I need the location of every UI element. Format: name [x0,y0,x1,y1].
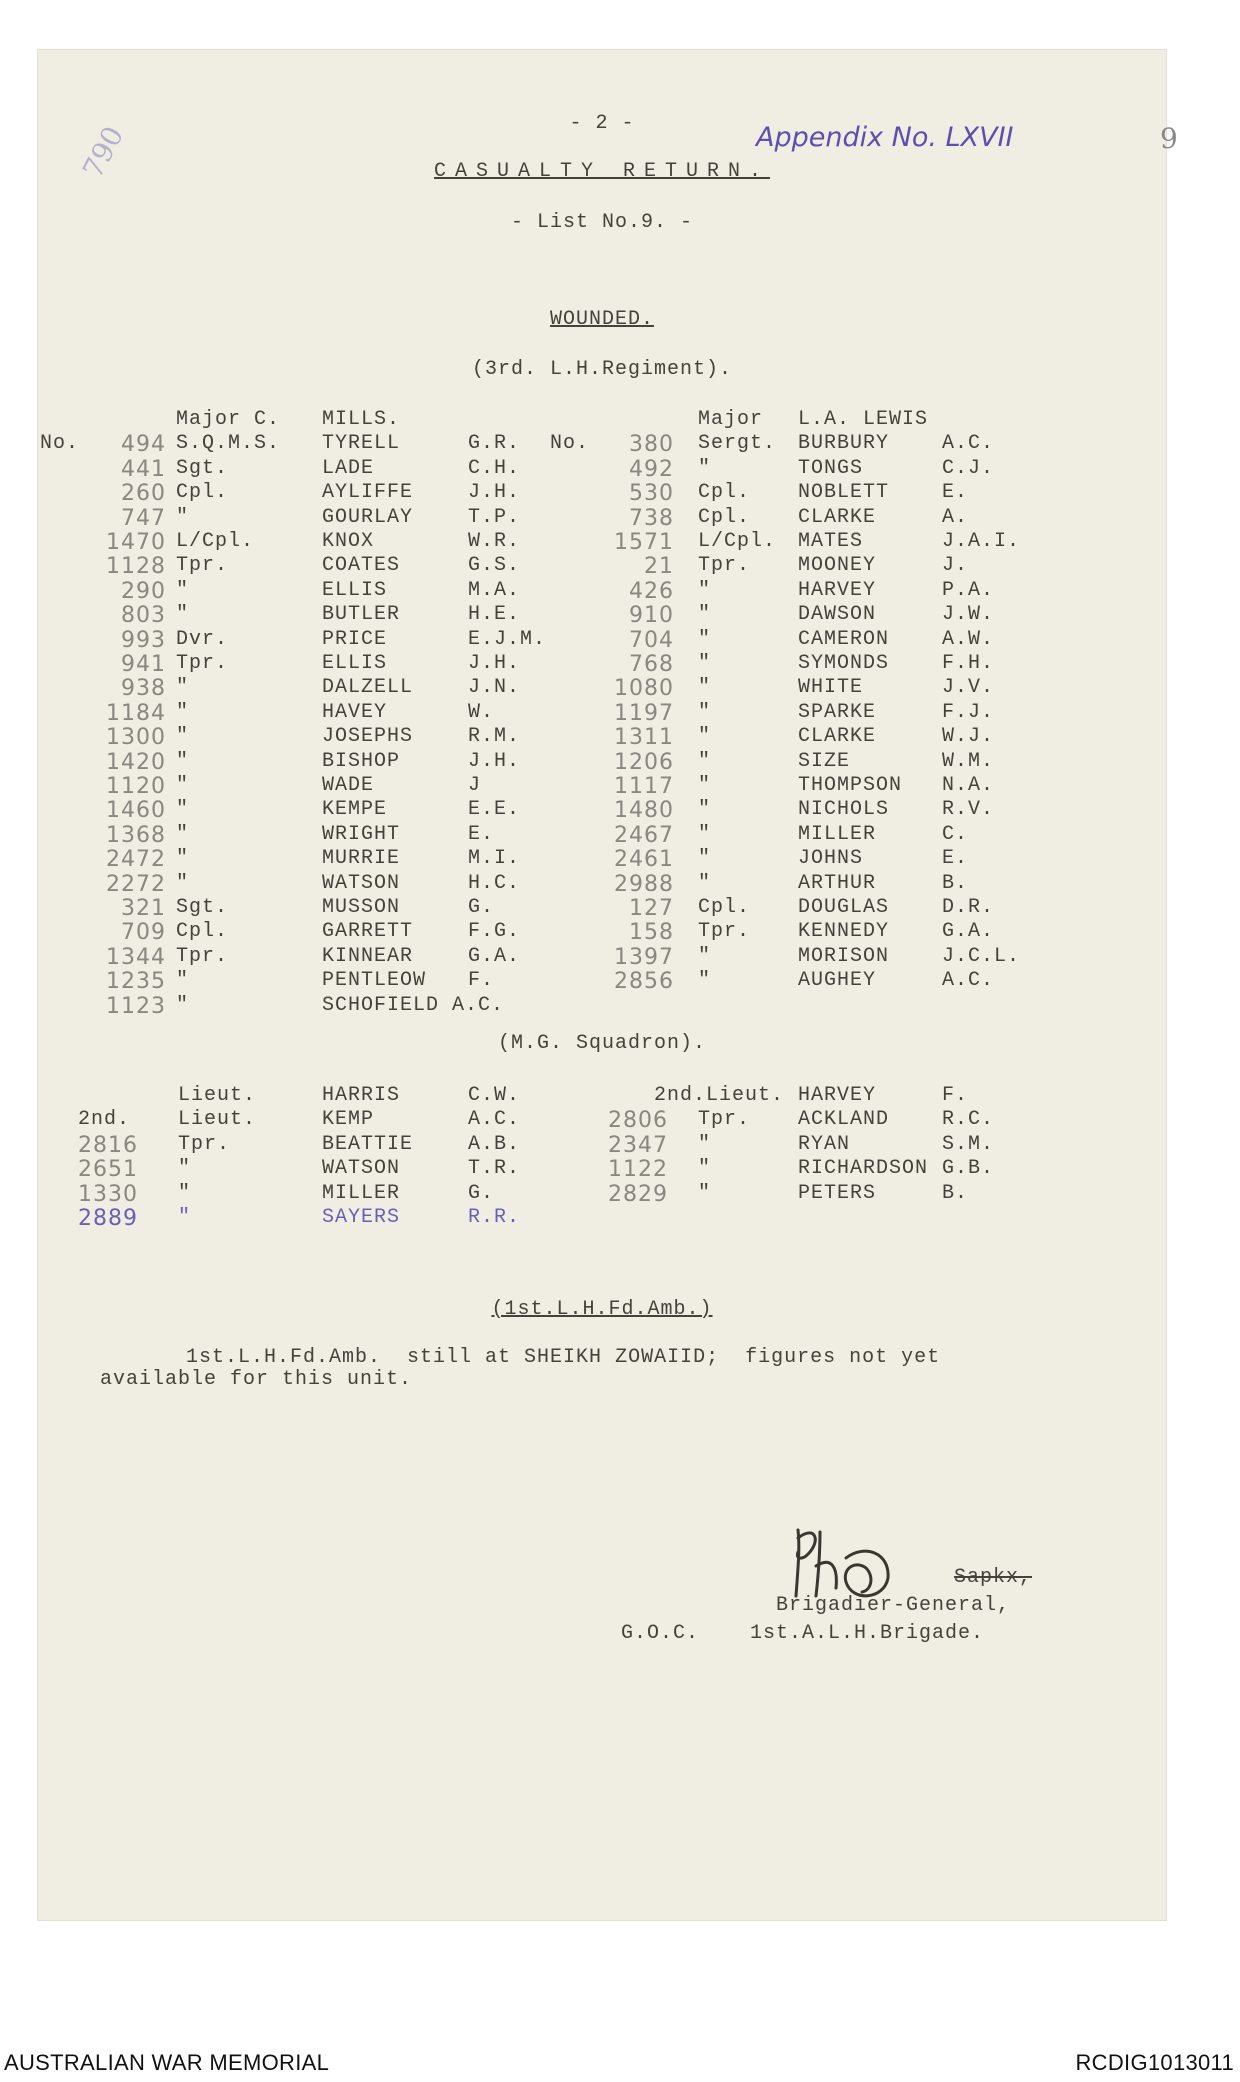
initials: F. [942,1084,969,1107]
surname: WADE [322,774,375,797]
initials: A.C. [468,1108,521,1132]
initials: M.I. [468,847,521,871]
surname: MILLER [798,822,877,846]
service-number: 1080 [614,676,674,702]
roster-row [38,750,1166,774]
roster-row [38,1084,1166,1108]
initials: J.H. [468,749,521,773]
surname: WHITE [798,676,864,700]
initials: S.M. [942,1132,995,1156]
surname: ELLIS [322,652,388,675]
service-number: 1128 [106,554,166,580]
roster-row [38,1133,1166,1157]
service-number: 260 [121,481,166,507]
rank: Sgt. [176,896,229,919]
service-number: 1235 [106,969,166,995]
service-number: 1117 [614,774,674,799]
service-number: 1206 [614,749,674,775]
roster-row [38,481,1166,505]
mg-squadron-heading: (M.G. Squadron). [497,1032,707,1055]
service-number: 2988 [614,871,674,897]
surname: RYAN [798,1132,851,1156]
service-number: 2856 [614,969,674,995]
number-label: No. [550,432,590,456]
service-number: 2651 [78,1157,138,1183]
initials: F.H. [942,652,995,675]
initials: G.R. [468,432,521,456]
surname: BISHOP [322,749,401,773]
surname: CLARKE [798,725,877,749]
initials: D.R. [942,896,995,919]
surname: HAVEY [322,700,388,724]
service-number: 2806 [608,1108,668,1134]
surname: CAMERON [798,627,890,651]
rank: " [698,749,712,773]
roster-row [38,1182,1166,1206]
number-label: No. [40,432,80,456]
initials: G. [468,1181,495,1205]
roster-row [38,994,1166,1018]
rank: " [176,749,190,773]
signature-title: Brigadier-General, [776,1594,1011,1617]
initials: H.C. [468,871,521,895]
service-number: 1120 [106,774,166,799]
roster-row [38,774,1166,798]
rank: " [698,456,712,480]
initials: J.C.L. [942,944,1021,968]
roster-row [38,725,1166,749]
surname: JOHNS [798,847,864,871]
surname: SCHOFIELD A.C. [322,993,505,1017]
folio-number: 9 [1160,122,1178,155]
surname: AUGHEY [798,969,877,993]
surname: AYLIFFE [322,481,414,505]
surname: PENTLEOW [322,969,427,993]
service-number: 492 [629,456,674,482]
initials: T.R. [468,1157,521,1181]
surname: KINNEAR [322,944,414,968]
rank: " [176,822,190,846]
rank: " [176,969,190,993]
surname: KEMPE [322,798,388,822]
surname: NICHOLS [798,798,890,822]
service-number: 2461 [614,847,674,873]
initials: T.P. [468,505,521,529]
rank: " [698,871,712,895]
service-number: 127 [629,896,674,921]
service-number: 938 [121,676,166,702]
rank: " [698,627,712,651]
roster-row [38,432,1166,456]
surname: TYRELL [322,432,401,456]
surname: HARVEY [798,578,877,602]
rank: Tpr. [698,554,751,578]
initials: R.R. [468,1206,521,1229]
initials: C.W. [468,1084,521,1107]
initials: A.B. [468,1132,521,1156]
initials: J.V. [942,676,995,700]
rank: " [698,1132,712,1156]
rank: Cpl. [176,481,229,505]
rank: " [698,798,712,822]
surname: PETERS [798,1181,877,1205]
rank: " [176,725,190,749]
page-number: - 2 - [569,112,635,135]
service-number: 158 [629,920,674,946]
service-number: 2272 [106,871,166,897]
roster-row [38,823,1166,847]
service-number: 993 [121,627,166,653]
surname: MATES [798,530,864,553]
service-number: 1184 [106,700,166,726]
service-number: 941 [121,652,166,677]
surname: SPARKE [798,700,877,724]
roster-row [38,676,1166,700]
service-number: 2347 [608,1132,668,1158]
rank: Dvr. [176,627,229,651]
rank: Cpl. [698,481,751,505]
signature-unit: 1st.A.L.H.Brigade. [750,1622,985,1645]
roster-row [38,945,1166,969]
roster-row [38,652,1166,676]
document-page [38,50,1178,1920]
surname: WRIGHT [322,822,401,846]
signature-struck-name: Sapkx, [954,1566,1033,1589]
initials: F.J. [942,700,995,724]
initials: R.V. [942,798,995,822]
initials: J.W. [942,603,995,627]
rank: " [698,969,712,993]
roster-row [38,701,1166,725]
initials: P.A. [942,578,995,602]
rank: " [176,676,190,700]
roster-row [38,603,1166,627]
initials: C. [942,822,969,846]
initials: C.H. [468,456,521,480]
service-number: 1571 [614,530,674,555]
regiment-heading: (3rd. L.H.Regiment). [471,358,733,381]
rank: " [176,578,190,602]
archive-stamp-number: 790 [76,120,131,184]
roster-row [38,847,1166,871]
surname: KENNEDY [798,920,890,944]
service-number: 380 [629,432,674,458]
service-number: 747 [121,505,166,531]
service-number: 1311 [614,725,674,751]
rank: L/Cpl. [176,530,255,553]
rank: " [178,1181,192,1205]
rank: " [698,1181,712,1205]
surname: SIZE [798,749,851,773]
document-title: CASUALTY RETURN. [433,160,771,183]
signature-goc: G.O.C. [621,1622,700,1645]
initials: J. [942,554,969,578]
rank: " [698,603,712,627]
initials: A.C. [942,969,995,993]
service-number: 1122 [608,1157,668,1183]
surname: TONGS [798,456,864,480]
initials: G.A. [942,920,995,944]
surname: PRICE [322,627,388,651]
rank: Sergt. [698,432,777,456]
surname: DOUGLAS [798,896,890,919]
roster-row [38,798,1166,822]
rank: " [176,603,190,627]
rank: Cpl. [698,505,751,529]
rank: " [698,700,712,724]
initials: F. [468,969,495,993]
surname: ELLIS [322,578,388,602]
surname: ARTHUR [798,871,877,895]
rank: Tpr. [178,1132,231,1156]
initials: R.C. [942,1108,995,1132]
rank: Cpl. [176,920,229,944]
service-number: 1330 [78,1181,138,1207]
rank: S.Q.M.S. [176,432,281,456]
service-number: 290 [121,578,166,604]
initials: E. [468,822,495,846]
officer-name: L.A. LEWIS [798,408,929,431]
rank: " [178,1206,192,1229]
rank: Tpr. [698,1108,751,1132]
appendix-stamp: Appendix No. LXVII [756,122,1014,153]
initials: J.A.I. [942,530,1021,553]
initials: G.S. [468,554,521,578]
surname: KNOX [322,530,375,553]
surname: CLARKE [798,505,877,529]
initials: E.E. [468,798,521,822]
service-number: 1368 [106,822,166,848]
service-number: 1397 [614,944,674,970]
rank: " [176,993,190,1017]
surname: THOMPSON [798,774,903,797]
roster-row [38,408,1166,432]
surname: JOSEPHS [322,725,414,749]
service-number: 530 [629,481,674,507]
surname: ACKLAND [798,1108,890,1132]
roster-row [38,554,1166,578]
roster-row [38,628,1166,652]
surname: HARRIS [322,1084,401,1107]
rank: 2nd.Lieut. [654,1084,785,1107]
rank: " [176,774,190,797]
roster-row [38,969,1166,993]
initials: J [468,774,482,797]
service-number: 709 [121,920,166,946]
service-number: 2889 [78,1206,138,1231]
initials: E.J.M. [468,627,547,651]
initials: W.R. [468,530,521,553]
surname: MUSSON [322,896,401,919]
initials: C.J. [942,456,995,480]
initials: A.C. [942,432,995,456]
service-number: 738 [629,505,674,531]
initials: W.J. [942,725,995,749]
roster-row [38,1157,1166,1181]
initials: A. [942,505,969,529]
roster-row [38,896,1166,920]
initials: E. [942,481,969,505]
rank: " [698,578,712,602]
roster-row [38,530,1166,554]
surname: NOBLETT [798,481,890,505]
roster-row [38,920,1166,944]
rank: L/Cpl. [698,530,777,553]
service-number: 1344 [106,944,166,970]
initials: M.A. [468,578,521,602]
field-ambulance-heading: (1st.L.H.Fd.Amb.) [491,1298,713,1321]
service-number: 1420 [106,749,166,775]
rank: " [698,847,712,871]
initials: G.B. [942,1157,995,1181]
initials: H.E. [468,603,521,627]
initials: N.A. [942,774,995,797]
initials: G.A. [468,944,521,968]
rank: " [698,676,712,700]
surname: LADE [322,456,375,480]
service-number: 2nd. [78,1108,131,1132]
surname: DALZELL [322,676,414,700]
service-number: 2816 [78,1132,138,1158]
officer-name: MILLS. [322,408,401,431]
roster-row [38,1206,1166,1230]
surname: MURRIE [322,847,401,871]
initials: B. [942,871,969,895]
surname: WATSON [322,871,401,895]
roster-row [38,1108,1166,1132]
rank: Lieut. [178,1084,257,1107]
rank: " [698,725,712,749]
rank: " [178,1157,192,1181]
rank: " [176,505,190,529]
surname: SYMONDS [798,652,890,675]
service-number: 704 [629,627,674,653]
section-heading-wounded: WOUNDED. [549,308,654,331]
roster-row [38,457,1166,481]
rank: Cpl. [698,896,751,919]
surname: COATES [322,554,401,578]
surname: BEATTIE [322,1132,414,1156]
field-ambulance-note-line2: available for this unit. [100,1368,413,1391]
surname: MILLER [322,1181,401,1205]
service-number: 910 [629,603,674,629]
service-number: 2829 [608,1181,668,1207]
initials: J.N. [468,676,521,700]
surname: MOONEY [798,554,877,578]
initials: G. [468,896,495,919]
service-number: 441 [121,456,166,482]
service-number: 1480 [614,798,674,824]
initials: B. [942,1181,969,1205]
surname: WATSON [322,1157,401,1181]
footer-reference-id: RCDIG1013011 [1075,2050,1234,2075]
list-number: - List No.9. - [510,211,694,234]
service-number: 1470 [106,530,166,555]
officer-rank: Major C. [176,408,281,431]
officer-rank: Major [698,408,764,431]
service-number: 768 [629,652,674,677]
rank: " [698,1157,712,1181]
surname: GARRETT [322,920,414,944]
field-ambulance-note-line1: 1st.L.H.Fd.Amb. still at SHEIKH ZOWAIID; figures not yet [186,1346,941,1369]
service-number: 21 [644,554,674,580]
rank: " [176,700,190,724]
roster-row [38,579,1166,603]
surname: RICHARDSON [798,1157,929,1181]
rank: " [176,847,190,871]
rank: Sgt. [176,456,229,480]
initials: E. [942,847,969,871]
surname: BURBURY [798,432,890,456]
surname: BUTLER [322,603,401,627]
service-number: 426 [629,578,674,604]
rank: " [176,798,190,822]
rank: " [698,652,712,675]
service-number: 1197 [614,700,674,726]
service-number: 2467 [614,822,674,848]
rank: " [698,822,712,846]
initials: R.M. [468,725,521,749]
surname: SAYERS [322,1206,401,1229]
rank: Tpr. [176,652,229,675]
rank: Tpr. [176,554,229,578]
rank: Tpr. [176,944,229,968]
footer-institution: AUSTRALIAN WAR MEMORIAL [4,2050,330,2075]
service-number: 494 [121,432,166,458]
rank: " [176,871,190,895]
initials: A.W. [942,627,995,651]
initials: W. [468,700,495,724]
surname: DAWSON [798,603,877,627]
rank: Lieut. [178,1108,257,1132]
service-number: 1300 [106,725,166,751]
service-number: 2472 [106,847,166,873]
initials: J.H. [468,652,521,675]
rank: Tpr. [698,920,751,944]
rank: " [698,774,712,797]
roster-row [38,872,1166,896]
initials: J.H. [468,481,521,505]
surname: KEMP [322,1108,375,1132]
rank: " [698,944,712,968]
roster-row [38,506,1166,530]
service-number: 1460 [106,798,166,824]
surname: HARVEY [798,1084,877,1107]
initials: W.M. [942,749,995,773]
initials: F.G. [468,920,521,944]
service-number: 803 [121,603,166,629]
surname: GOURLAY [322,505,414,529]
service-number: 1123 [106,993,166,1019]
surname: MORISON [798,944,890,968]
service-number: 321 [121,896,166,921]
